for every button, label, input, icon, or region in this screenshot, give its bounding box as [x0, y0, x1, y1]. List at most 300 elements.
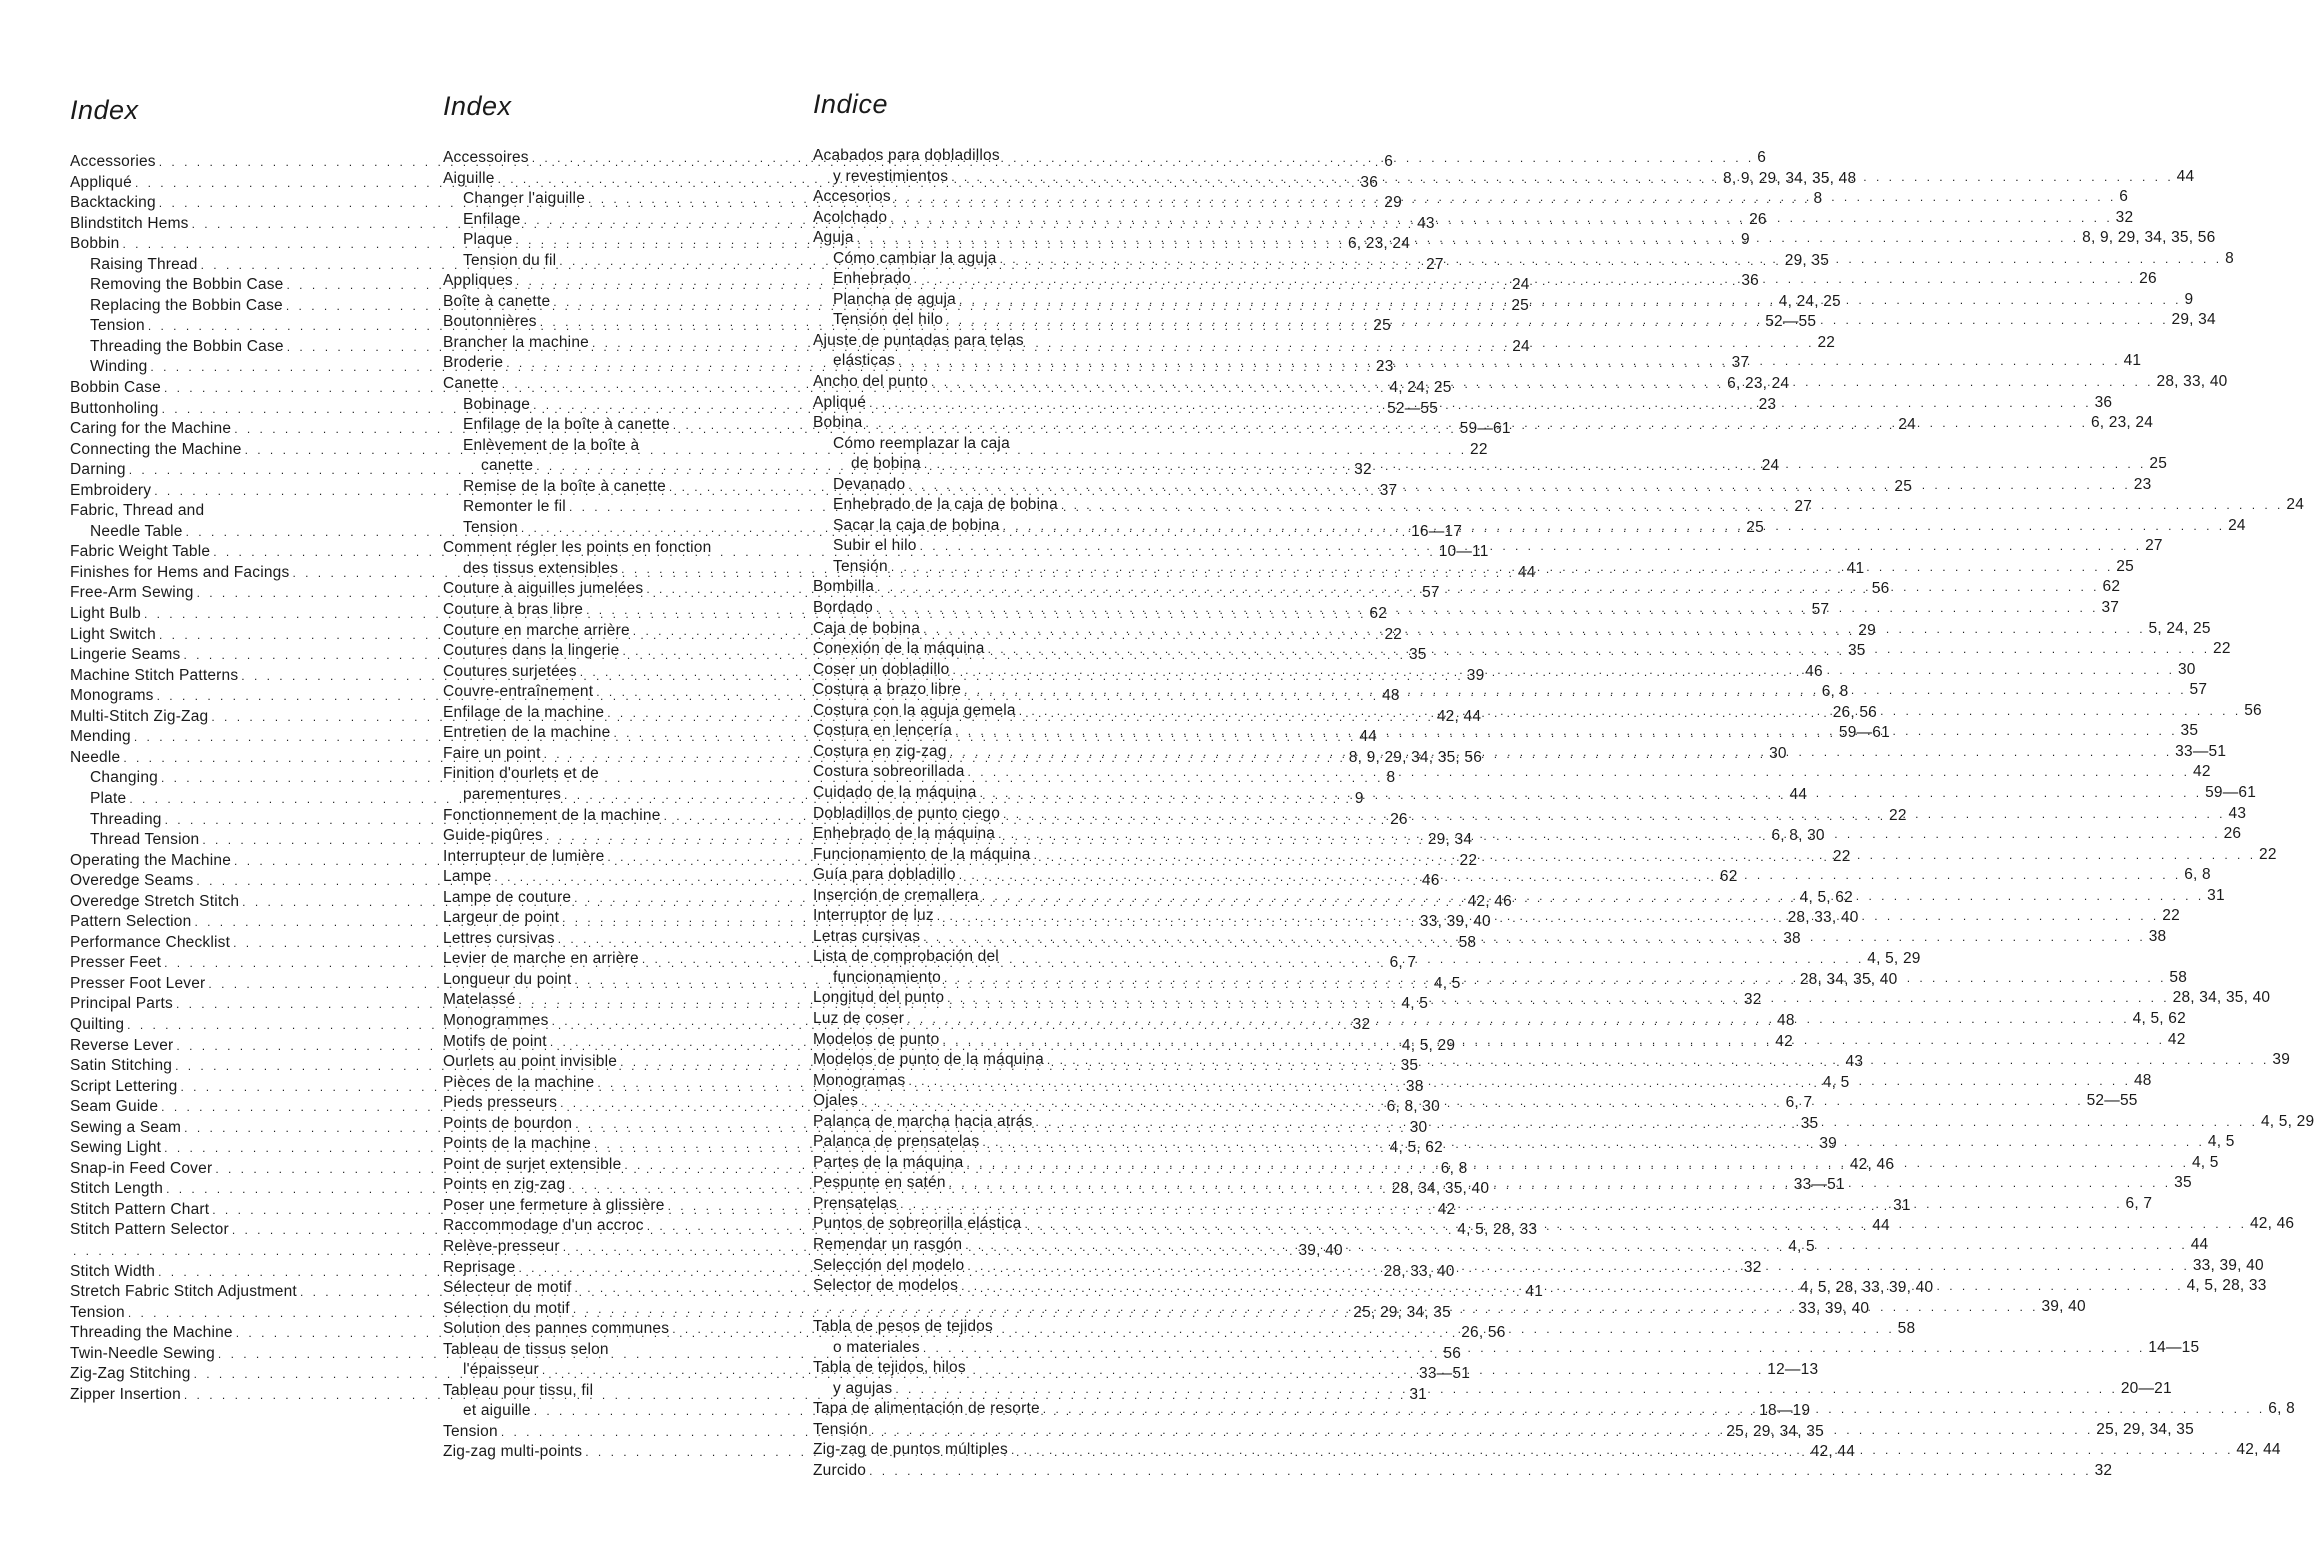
entry-term: Accessories — [70, 153, 156, 170]
entry-term: l'épaisseur — [463, 1361, 539, 1379]
entry-term: de bobina — [851, 455, 921, 473]
entry-term: Largeur de point — [443, 909, 560, 927]
entry-pages: 28, 33, 40 — [1383, 1262, 1455, 1280]
entry-pages: 25, 29, 34, 35 — [2096, 1420, 2194, 1438]
entry-pages: 28, 34, 35, 40 — [2172, 989, 2271, 1007]
entry-term: Plaque — [463, 231, 513, 249]
entry-pages: 26 — [1749, 210, 1767, 228]
entry-term: Machine Stitch Patterns — [70, 666, 239, 684]
entry-pages: 58 — [1458, 933, 1477, 951]
entry-pages: 22 — [1470, 440, 1488, 458]
entry-pages: 29, 34 — [1427, 831, 1473, 849]
entry-term: Bobinage — [463, 395, 531, 413]
entry-pages: 6, 23, 24 — [1347, 235, 1411, 253]
entry-term: Costura en lencería — [813, 722, 953, 740]
entry-pages: 57 — [1811, 601, 1830, 619]
entry-pages: 4, 5, 28, 33 — [2186, 1277, 2267, 1295]
entry-term: Monogrammes — [443, 1011, 549, 1029]
entry-pages: 25, 29, 34, 35 — [1726, 1422, 1824, 1440]
entry-pages: 26 — [2139, 270, 2157, 288]
entry-term: Fabric, Thread and — [70, 502, 205, 520]
entry-pages: 46 — [1805, 662, 1823, 680]
entry-pages: 6 — [2119, 188, 2129, 206]
entry-term: Inserción de cremallera — [813, 886, 979, 904]
dot-leader — [894, 187, 2116, 208]
entry-pages: 52—55 — [1765, 313, 1817, 331]
dot-leader — [876, 598, 2098, 619]
entry-pages: 36 — [1360, 173, 1379, 191]
dot-leader — [869, 393, 2091, 414]
entry-term: Fonctionnement de la machine — [443, 806, 661, 824]
dot-leader — [955, 721, 2177, 742]
entry-term: Tension — [70, 1303, 125, 1321]
entry-pages: 33, 39, 40 — [1419, 913, 1491, 931]
entry-pages: 23 — [1375, 358, 1394, 376]
entry-pages: 32 — [1354, 461, 1372, 479]
entry-pages: 35 — [1800, 1114, 1819, 1132]
entry-term: Monogramas — [813, 1071, 906, 1089]
entry-pages: 39 — [1819, 1135, 1838, 1153]
entry-pages: 39 — [2272, 1051, 2291, 1069]
dot-leader — [924, 454, 2146, 475]
entry-pages: 4, 24, 25 — [1389, 379, 1452, 397]
entry-pages: 37 — [1731, 354, 1750, 372]
entry-term: Tensión — [833, 557, 888, 575]
entry-pages: 38 — [2148, 927, 2167, 945]
entry-pages: 56 — [1871, 580, 1890, 598]
entry-term: Needle Table — [90, 522, 183, 540]
entry-pages: 4, 5 — [1401, 995, 1429, 1013]
entry-term: Remendar un rasgón — [813, 1235, 963, 1253]
entry-term: Apliqué — [813, 393, 867, 411]
entry-pages: 39 — [1466, 666, 1485, 684]
entry-pages: 25 — [1511, 296, 1529, 314]
entry-term: Poser une fermeture à glissière — [443, 1196, 665, 1214]
entry-term: Raccommodage d'un accroc — [443, 1217, 644, 1235]
entry-term: Boîte à canette — [443, 292, 551, 310]
entry-pages: 22 — [1889, 806, 1907, 824]
entry-term: Script Lettering — [70, 1077, 178, 1095]
column-title: Index — [70, 95, 139, 125]
entry-term: Blindstitch Hems — [70, 214, 189, 232]
entry-pages: 22 — [2162, 907, 2180, 925]
dot-leader — [907, 1009, 2129, 1030]
entry-pages: 32 — [2115, 208, 2134, 226]
entry-term: Operating the Machine — [70, 851, 232, 869]
entry-term: Ourlets au point invisible — [443, 1053, 618, 1071]
entry-pages: 6, 8 — [2268, 1400, 2295, 1418]
entry-term: Entretien de la machine — [443, 724, 611, 742]
dot-leader — [951, 167, 2173, 188]
entry-pages: 8, 9, 29, 34, 35, 56 — [2082, 229, 2216, 247]
entry-term: Lista de comprobación del — [813, 948, 999, 966]
entry-pages: 6, 8, 30 — [1386, 1098, 1440, 1116]
entry-pages: 8, 9, 29, 34, 35, 56 — [1348, 748, 1483, 766]
entry-term: Devanado — [833, 475, 906, 493]
entry-term: Partes de la máquina — [813, 1153, 964, 1171]
entry-pages: 4, 5, 29 — [2260, 1112, 2314, 1130]
entry-term: Tension du fil — [463, 251, 557, 269]
entry-term: Winding — [90, 358, 148, 376]
entry-pages: 46 — [1421, 872, 1440, 890]
entry-term: Bobina — [813, 414, 863, 432]
entry-term: Monograms — [70, 687, 154, 705]
entry-pages: 29 — [1384, 194, 1402, 212]
entry-pages: 4, 5, 62 — [1799, 888, 1853, 906]
entry-term: Broderie — [443, 354, 504, 372]
entry-term: Costura con la aguja gemela — [813, 701, 1016, 719]
entry-pages: 52—55 — [1387, 399, 1439, 417]
entry-pages: 31 — [1409, 1385, 1428, 1403]
index-entry — [443, 436, 795, 457]
entry-term: Enfilage — [463, 210, 521, 228]
dot-leader — [816, 1297, 2038, 1318]
entry-term: Ojales — [813, 1092, 859, 1110]
dot-leader — [966, 1153, 2188, 1174]
dot-leader — [877, 577, 2099, 598]
dot-leader — [964, 680, 2186, 701]
dot-leader — [959, 865, 2181, 886]
entry-pages: 4, 5 — [2207, 1133, 2235, 1151]
entry-pages: 42, 46 — [1467, 892, 1512, 910]
dot-leader — [942, 1030, 2164, 1051]
dot-leader — [895, 1379, 2117, 1400]
entry-term: Appliqué — [70, 173, 132, 191]
entry-pages: 25 — [1373, 317, 1391, 335]
dot-leader — [865, 413, 2087, 434]
entry-pages: 33—51 — [2175, 742, 2227, 760]
dot-leader — [961, 1276, 2183, 1297]
entry-term: Cómo cambiar la aguja — [833, 249, 997, 267]
entry-pages: 57 — [2189, 681, 2208, 699]
entry-pages: 41 — [2123, 352, 2142, 370]
dot-leader — [898, 351, 2120, 372]
entry-term: Finition d'ourlets et de — [443, 765, 599, 783]
entry-pages: 32 — [2094, 1462, 2113, 1479]
dot-leader — [982, 1132, 2204, 1153]
entry-pages: 22 — [2259, 845, 2277, 863]
entry-term: Tensión del hilo — [833, 311, 944, 329]
entry-pages: 33, 39, 40 — [1798, 1299, 1870, 1317]
entry-term: Lampe de couture — [443, 888, 572, 906]
entry-pages: 48 — [1382, 687, 1400, 705]
entry-term: Pieds presseurs — [443, 1094, 558, 1112]
index-entry — [813, 1440, 2281, 1461]
dot-leader — [950, 742, 2172, 763]
entry-pages: 4, 5 — [1788, 1237, 1815, 1255]
entry-term: Accessoires — [443, 149, 529, 166]
entry-term: et aiguille — [463, 1402, 531, 1420]
dot-leader — [953, 660, 2175, 681]
entry-pages: 30 — [2177, 660, 2196, 678]
index-entry — [443, 538, 795, 559]
entry-pages: 26, 56 — [1832, 703, 1877, 721]
entry-pages: 59—61 — [2205, 783, 2257, 801]
entry-pages: 31 — [2207, 886, 2225, 904]
entry-term: Guide-piqûres — [443, 827, 543, 845]
entry-pages: 4, 5, 62 — [1389, 1139, 1443, 1157]
entry-pages: 36 — [1741, 272, 1760, 290]
dot-leader — [900, 1194, 2122, 1215]
entry-pages: 12—13 — [1767, 1361, 1819, 1379]
entry-term: Enfilage de la boîte à canette — [463, 416, 670, 434]
entry-term: Conexión de la máquina — [813, 640, 985, 658]
entry-term: Coutures dans la lingerie — [443, 642, 620, 660]
entry-term: Ancho del punto — [813, 373, 929, 391]
entry-term: Replacing the Bobbin Case — [90, 296, 283, 314]
entry-term: Interrupteur de lumière — [443, 847, 605, 865]
entry-pages: 37 — [2101, 599, 2120, 617]
entry-term: Raising Thread — [90, 255, 198, 273]
entry-pages: 42 — [1775, 1032, 1793, 1050]
entry-pages: 8, 9, 29, 34, 35, 48 — [1723, 169, 1857, 187]
entry-term: Caring for the Machine — [70, 420, 232, 438]
index-entry — [443, 1340, 795, 1361]
entry-pages: 25 — [2149, 455, 2168, 473]
entry-term: Modelos de punto de la máquina — [813, 1051, 1044, 1069]
entry-term: Sewing Light — [70, 1139, 162, 1157]
entry-pages: 27 — [1794, 498, 1813, 516]
entry-term: Sacar la caja de bobina — [833, 516, 1000, 534]
entry-pages: 58 — [2169, 968, 2188, 986]
entry-pages: 35 — [1408, 646, 1427, 664]
entry-term: Multi-Stitch Zig-Zag — [70, 707, 209, 725]
entry-term: Costura a brazo libre — [813, 681, 962, 699]
entry-term: Zig-Zag Stitching — [70, 1365, 191, 1383]
entry-pages: 52—55 — [2086, 1092, 2138, 1110]
entry-term: Tapa de alimentación de resorte — [813, 1400, 1040, 1418]
entry-term: Needle — [70, 748, 121, 766]
entry-pages: 6, 7 — [1785, 1094, 1813, 1112]
entry-term: Comment régler les points en fonction — [443, 539, 712, 557]
entry-term: Palanca de prensatelas — [813, 1133, 980, 1151]
entry-term: Remonter le fil — [463, 498, 566, 516]
dot-leader — [908, 475, 2130, 496]
entry-pages: 42, 46 — [1849, 1155, 1895, 1173]
entry-term: parementures — [463, 785, 562, 803]
dot-leader — [1003, 516, 2225, 537]
entry-pages: 59—61 — [1459, 420, 1511, 438]
entry-term: Canette — [443, 375, 499, 393]
entry-term: Tabla de pesos de tejidos — [813, 1318, 993, 1336]
entry-term: Boutonnières — [443, 313, 537, 331]
entry-term: Presser Feet — [70, 954, 162, 972]
entry-pages: 28, 34, 35, 40 — [1799, 970, 1898, 988]
entry-pages: 42, 44 — [1436, 707, 1482, 725]
entry-term: Performance Checklist — [70, 933, 231, 951]
entry-pages: 31 — [1893, 1196, 1911, 1214]
entry-term: Levier de marche en arrière — [443, 950, 639, 968]
entry-term: Sélecteur de motif — [443, 1279, 572, 1297]
entry-term: Threading the Bobbin Case — [90, 337, 284, 355]
entry-pages: 33—51 — [1793, 1176, 1845, 1194]
entry-term: Remise de la boîte à canette — [463, 477, 666, 495]
entry-term: Threading — [90, 810, 162, 828]
entry-pages: 4, 5, 62 — [2132, 1009, 2186, 1027]
entry-pages: 44 — [1517, 563, 1536, 581]
entry-pages: 28, 33, 40 — [1787, 909, 1859, 927]
entry-term: Satin Stitching — [70, 1057, 173, 1075]
entry-term: Points en zig-zag — [443, 1176, 566, 1194]
entry-term: Changer l'aiguille — [463, 190, 586, 208]
entry-term: Tableau pour tissu, fil — [443, 1381, 594, 1399]
entry-term: Relève-presseur — [443, 1237, 560, 1255]
entry-term: Pièces de la machine — [443, 1073, 595, 1091]
entry-term: Presser Foot Lever — [70, 974, 206, 992]
entry-pages: 24 — [2228, 516, 2246, 534]
entry-term: Accesorios — [813, 188, 891, 206]
entry-pages: 44 — [1872, 1217, 1890, 1235]
dot-leader — [1019, 701, 2241, 722]
entry-term: Removing the Bobbin Case — [90, 276, 284, 294]
entry-pages: 27 — [1426, 255, 1444, 273]
entry-term: y revestimientos — [833, 167, 949, 185]
entry-pages: 25 — [2116, 557, 2134, 575]
entry-pages: 43 — [2228, 804, 2247, 822]
dot-leader — [857, 228, 2079, 249]
dot-leader — [1047, 1050, 2269, 1071]
entry-term: Luz de coser — [813, 1009, 905, 1027]
dot-leader — [1024, 1214, 2246, 1235]
entry-term: Motifs de point — [443, 1032, 547, 1050]
entry-pages: 28, 33, 40 — [2156, 373, 2228, 391]
index-entry — [813, 1461, 2113, 1482]
entry-pages: 35 — [1847, 642, 1866, 660]
entry-term: Couture à aiguilles jumelées — [443, 580, 644, 598]
entry-pages: 24 — [1512, 337, 1530, 355]
entry-term: Zipper Insertion — [70, 1385, 181, 1403]
entry-pages: 25 — [1746, 518, 1764, 536]
dot-leader — [959, 290, 2181, 311]
entry-pages: 28, 34, 35, 40 — [1391, 1180, 1490, 1198]
entry-term: y agujas — [833, 1379, 893, 1397]
entry-term: Enhebrado de la máquina — [813, 825, 996, 843]
entry-pages: 41 — [1846, 559, 1865, 577]
entry-term: Stitch Pattern Selector — [70, 1221, 229, 1239]
entry-pages: 6, 8 — [1821, 683, 1849, 701]
dot-leader — [947, 988, 2169, 1009]
entry-term: Interruptor de luz — [813, 907, 934, 925]
dot-leader — [592, 333, 1814, 354]
entry-term: Brancher la machine — [443, 333, 589, 351]
entry-term: Enhebrado de la caja de bobina — [833, 496, 1058, 514]
entry-pages: 42 — [2167, 1030, 2186, 1048]
entry-pages: 41 — [1525, 1283, 1544, 1301]
entry-pages: 25 — [1894, 477, 1913, 495]
entry-term: Seam Guide — [70, 1098, 159, 1116]
entry-pages: 4, 5 — [1822, 1073, 1850, 1091]
dot-leader — [998, 824, 2220, 845]
entry-term: o materiales — [833, 1338, 920, 1356]
dot-leader — [1003, 804, 2225, 825]
entry-term: Zig-zag multi-points — [443, 1443, 583, 1461]
entry-term: Puntos de sobreorilla elástica — [813, 1215, 1022, 1233]
entry-pages: 62 — [1719, 868, 1738, 886]
entry-term: Reprisage — [443, 1258, 516, 1276]
index-entry — [443, 764, 795, 785]
entry-pages: 39, 40 — [2041, 1297, 2086, 1315]
dot-leader — [891, 557, 2113, 578]
entry-term: Sélection du motif — [443, 1299, 570, 1317]
entry-pages: 26 — [1390, 810, 1408, 828]
entry-term: Costura en zig-zag — [813, 742, 947, 760]
entry-pages: 22 — [1817, 333, 1836, 351]
entry-pages: 58 — [1897, 1320, 1916, 1338]
entry-term: Dobladillos de punto ciego — [813, 804, 1001, 822]
entry-pages: 62 — [1369, 605, 1388, 623]
entry-term: Plancha de aguja — [833, 290, 956, 308]
dot-leader — [869, 1461, 2091, 1482]
entry-term: Tensión — [813, 1420, 868, 1438]
entry-pages: 48 — [2133, 1071, 2152, 1089]
dot-leader — [920, 536, 2142, 557]
entry-term: Twin-Needle Sewing — [70, 1344, 215, 1362]
entry-pages: 6, 23, 24 — [1727, 375, 1790, 393]
index-entry — [813, 1358, 1165, 1379]
entry-term: funcionamiento — [833, 968, 941, 986]
entry-term: Plate — [90, 789, 127, 807]
entry-term: canette — [481, 457, 534, 475]
entry-term: Letras cursivas — [813, 927, 921, 945]
entry-term: Selector de modelos — [813, 1277, 959, 1295]
dot-leader — [949, 1173, 2171, 1194]
entry-pages: 8 — [1813, 190, 1823, 208]
entry-pages: 42, 44 — [1810, 1443, 1856, 1461]
entry-pages: 59—61 — [1838, 724, 1890, 742]
entry-pages: 42, 44 — [2236, 1441, 2281, 1459]
entry-term: Ajuste de puntadas para telas — [813, 331, 1024, 349]
dot-leader — [967, 1256, 2189, 1277]
entry-pages: 42 — [1437, 1200, 1456, 1218]
entry-term: Lingerie Seams — [70, 646, 181, 664]
entry-term: Prensatelas — [813, 1194, 898, 1212]
entry-pages: 32 — [1352, 1015, 1371, 1033]
entry-term: Bombilla — [813, 578, 875, 596]
entry-term: Stretch Fabric Stitch Adjustment — [70, 1283, 297, 1301]
entry-term: Points de bourdon — [443, 1114, 573, 1132]
entry-term: Pattern Selection — [70, 913, 192, 931]
entry-pages: 6, 7 — [1389, 954, 1417, 972]
entry-pages: 9 — [2184, 290, 2194, 308]
entry-pages: 39, 40 — [1298, 1241, 1343, 1259]
entry-pages: 16—17 — [1411, 522, 1463, 540]
dot-leader — [937, 906, 2159, 927]
entry-pages: 24 — [1511, 276, 1530, 294]
entry-pages: 33, 39, 40 — [2192, 1256, 2264, 1274]
entry-term: Fabric Weight Table — [70, 543, 211, 561]
entry-pages: 57 — [1422, 584, 1440, 602]
entry-term: Couture en marche arrière — [443, 621, 630, 639]
entry-term: Darning — [70, 461, 126, 479]
entry-term: Overedge Seams — [70, 872, 194, 890]
dot-leader — [1034, 845, 2256, 866]
entry-pages: 29, 35 — [1784, 251, 1830, 269]
entry-pages: 48 — [1777, 1011, 1795, 1029]
entry-pages: 6, 23, 24 — [2090, 414, 2154, 432]
entry-term: Cómo reemplazar la caja — [833, 434, 1010, 452]
dot-leader — [1043, 1399, 2265, 1420]
entry-pages: 35 — [1400, 1057, 1419, 1075]
entry-pages: 8 — [2225, 249, 2234, 267]
dot-leader — [923, 927, 2145, 948]
entry-term: Coutures surjetées — [443, 662, 577, 680]
entry-term: Matelassé — [443, 991, 516, 1009]
entry-pages: 4, 5, 29 — [1401, 1036, 1456, 1054]
entry-term: Solution des pannes communes — [443, 1320, 670, 1338]
dot-leader — [1035, 1112, 2257, 1133]
entry-pages: 6, 8 — [1440, 1159, 1468, 1177]
entry-pages: 4, 5, 28, 33, 39, 40 — [1800, 1279, 1934, 1297]
